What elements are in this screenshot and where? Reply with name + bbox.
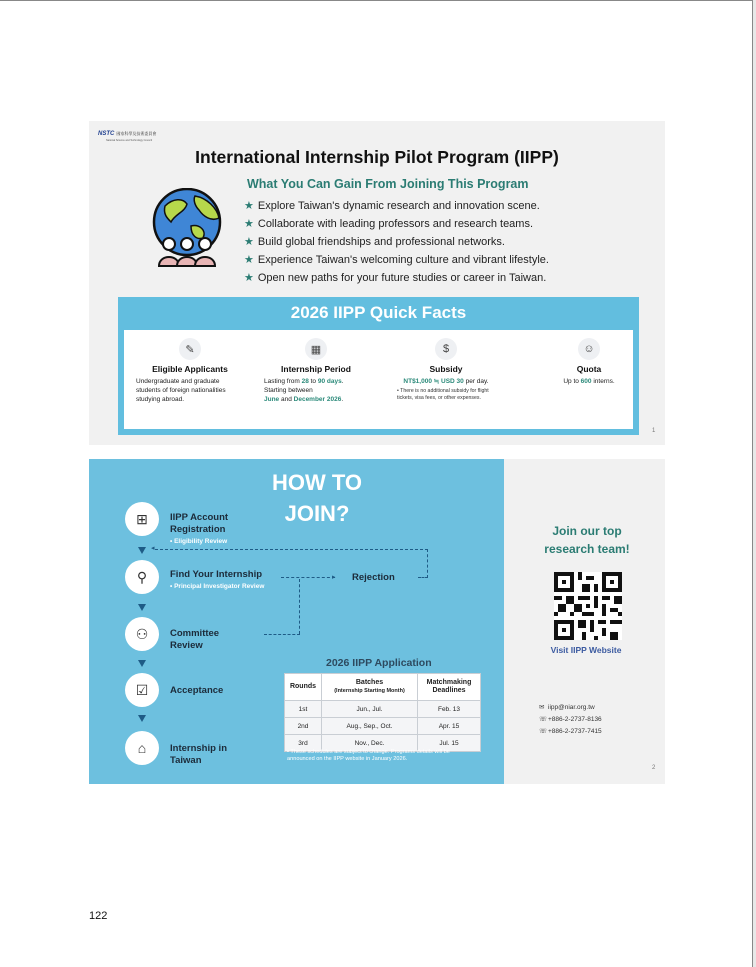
- join-steps-panel: [89, 459, 504, 784]
- list-item: ★ Open new paths for your future studies or career in Taiwan.: [244, 272, 547, 284]
- quick-facts-card: [124, 330, 633, 429]
- connector-rejection-up: [427, 549, 428, 578]
- list-item: ★ Explore Taiwan's dynamic research and innovation scene.: [244, 200, 540, 212]
- visit-website-link[interactable]: Visit IIPP Website: [550, 645, 622, 655]
- connector-committee-up: [299, 579, 301, 634]
- money-hand-icon: $: [435, 338, 457, 360]
- calendar-clock-icon: ▦: [305, 338, 327, 360]
- slide-overview: [89, 121, 665, 445]
- star-icon: ★: [244, 200, 254, 212]
- fact-subsidy: $ Subsidy NT$1,000 ≒ USD 30 per day. • There is no additional subsidy for flight tickets, visa fees, or other expenses.: [392, 338, 500, 401]
- step-find-internship: Find Your Internship: [170, 569, 263, 580]
- document-pen-icon: ✎: [179, 338, 201, 360]
- star-icon: ★: [244, 254, 254, 266]
- schedule-footnote: • These schedules are subject to change. Programs details will be announced on the IIPP website in January 2026.: [287, 749, 450, 762]
- step-committee: Committee Review: [170, 628, 220, 651]
- arrow-down-icon: [138, 604, 146, 611]
- table-row: 3rd Nov., Dec. Jul. 15: [285, 735, 481, 752]
- page-border-top: [0, 0, 756, 1]
- phone-icon: ☏: [539, 728, 548, 735]
- how-to-join-title: HOW TO JOIN?: [271, 470, 363, 526]
- fact-eligible: ✎ Eligible Applicants Undergraduate and graduate students of foreign nationalities studying abroad.: [136, 338, 244, 404]
- fact-period: ▦ Internship Period Lasting from 28 to 90 days. Starting between June and December 2026.: [264, 338, 368, 404]
- page-border-right: [752, 0, 753, 967]
- quick-facts-title: 2026 IIPP Quick Facts: [290, 303, 467, 322]
- star-icon: ★: [244, 236, 254, 248]
- taiwan-building-icon: ⌂: [125, 731, 159, 765]
- qr-code-icon[interactable]: [554, 572, 622, 640]
- fact-quota: ☺ Quota Up to 600 interns.: [554, 338, 624, 386]
- arrow-left-icon: ◂: [151, 545, 155, 552]
- contact-phone-1: ☏+886-2-2737-8136: [539, 716, 602, 723]
- contact-email: ✉ iipp@niar.org.tw: [539, 704, 595, 711]
- step-registration: IIPP Account Registration: [170, 512, 229, 535]
- rejection-label: Rejection: [352, 572, 395, 583]
- list-item: ★ Experience Taiwan's welcoming culture and vibrant lifestyle.: [244, 254, 549, 266]
- accept-stamp-icon: ☑: [125, 673, 159, 707]
- step-registration-sub: • Eligibility Review: [170, 538, 228, 545]
- step-internship-taiwan: Internship in Taiwan: [170, 743, 227, 766]
- search-person-icon: ⚲: [125, 560, 159, 594]
- slide-number: 1: [652, 428, 656, 434]
- slide-number: 2: [652, 765, 656, 771]
- nstc-logo: NSTC 國家科學及技術委員會 National Science and Technology Council: [98, 131, 157, 142]
- star-icon: ★: [244, 272, 254, 284]
- gain-heading: What You Can Gain From Joining This Program: [247, 177, 529, 191]
- table-header-rounds: Rounds: [285, 674, 322, 701]
- arrow-down-icon: [138, 547, 146, 554]
- page-number: 122: [89, 910, 108, 922]
- www-browser-icon: ⊞: [125, 502, 159, 536]
- list-item: ★ Collaborate with leading professors and research teams.: [244, 218, 534, 230]
- table-row: 1st Jun., Jul. Feb. 13: [285, 701, 481, 718]
- phone-icon: ☏: [539, 716, 548, 723]
- group-icon: ☺: [578, 338, 600, 360]
- application-schedule-table: [284, 673, 481, 752]
- globe-people-icon: [151, 188, 223, 268]
- program-title: International Internship Pilot Program (IIPP): [195, 147, 559, 167]
- list-item: ★ Build global friendships and professional networks.: [244, 236, 505, 248]
- step-find-sub: • Principal Investigator Review: [170, 583, 265, 590]
- arrow-down-icon: [138, 660, 146, 667]
- connector-committee-stub: [264, 634, 300, 635]
- join-team-text: Join our top research team!: [544, 524, 630, 556]
- step-acceptance: Acceptance: [170, 685, 224, 696]
- committee-meeting-icon: ⚇: [125, 617, 159, 651]
- application-title: 2026 IIPP Application: [326, 657, 432, 669]
- contact-phone-2: ☏+886-2-2737-7415: [539, 728, 602, 735]
- table-header-batches: Batches (Internship Starting Month): [322, 674, 418, 701]
- table-header-deadlines: Matchmaking Deadlines: [418, 674, 481, 701]
- benefits-list: [244, 197, 549, 287]
- arrow-down-icon: [138, 715, 146, 722]
- connector-find-rejection: [281, 577, 335, 578]
- table-row: 2nd Aug., Sep., Oct. Apr. 15: [285, 718, 481, 735]
- slide-how-to-join: [89, 459, 665, 784]
- quick-facts-panel: [118, 297, 639, 435]
- connector-back-to-registration: [155, 549, 428, 550]
- arrow-right-icon: ▸: [332, 574, 336, 581]
- email-icon: ✉: [539, 704, 545, 711]
- star-icon: ★: [244, 218, 254, 230]
